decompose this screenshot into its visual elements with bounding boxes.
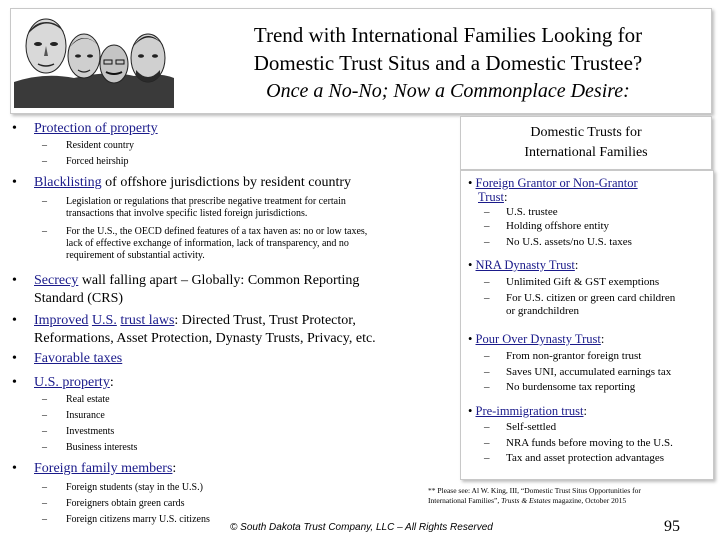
- sub-item: Unlimited Gift & GST exemptions: [506, 276, 660, 288]
- sub-dash: –: [42, 156, 47, 167]
- sub-item-line: lack of effective exchange of information, lack of transparency, and no: [66, 238, 349, 249]
- sub-item: Real estate: [66, 394, 110, 405]
- bullet-marker: •: [12, 121, 17, 136]
- sub-item: Foreigners obtain green cards: [66, 498, 185, 509]
- bullet-marker: •: [12, 175, 17, 190]
- bullet-marker: •: [468, 258, 473, 272]
- bullet-marker: •: [12, 351, 17, 366]
- sub-dash: –: [42, 394, 47, 405]
- sub-dash: –: [42, 426, 47, 437]
- colon: :: [503, 190, 508, 204]
- foreign-grantor-link[interactable]: Foreign Grantor or Non-Grantor: [475, 176, 638, 190]
- sub-item-line: or grandchildren: [506, 305, 579, 317]
- sub-item: Self-settled: [506, 421, 557, 433]
- footnote-text: magazine, October 2015: [550, 496, 627, 505]
- footnote-line-2: [428, 496, 718, 506]
- right-bullet-pour-over: [468, 332, 604, 346]
- bullet-marker: •: [12, 461, 17, 476]
- bullet-improved-trust-laws: [34, 312, 376, 348]
- sub-dash: –: [42, 410, 47, 421]
- sub-dash: –: [42, 514, 47, 525]
- sub-dash: –: [484, 350, 490, 362]
- sub-item: [66, 196, 346, 220]
- blacklisting-text: of offshore jurisdictions by resident country: [101, 175, 352, 190]
- favorable-taxes-link[interactable]: Favorable taxes: [34, 351, 123, 366]
- sub-item: Resident country: [66, 140, 135, 151]
- protection-link[interactable]: Protection of property: [34, 121, 158, 136]
- improved-link[interactable]: Improved: [34, 313, 89, 328]
- title-line-2: Domestic Trust Situs and a Domestic Trustee?: [253, 51, 643, 75]
- nra-dynasty-link[interactable]: NRA Dynasty Trust: [475, 258, 575, 272]
- sub-item-line: For the U.S., the OECD defined features of a tax haven as: no or low taxes,: [66, 226, 368, 237]
- sub-item: NRA funds before moving to the U.S.: [506, 437, 673, 449]
- page-number: 95: [664, 518, 680, 535]
- footnote-magazine: Trusts & Estates: [501, 496, 551, 505]
- secrecy-text: wall falling apart – Globally: Common Reporting: [78, 273, 360, 288]
- colon: :: [574, 258, 579, 272]
- colon: :: [600, 332, 605, 346]
- us-property-colon: :: [109, 375, 114, 390]
- right-panel: [460, 170, 714, 480]
- footnote: [428, 486, 718, 506]
- footnote-text: International Families”,: [428, 496, 502, 505]
- bullet-blacklisting: [34, 174, 351, 192]
- sub-dash: –: [484, 276, 490, 288]
- foreign-grantor-line-1: [468, 176, 638, 190]
- improved-text: : Directed Trust, Trust Protector,: [174, 313, 356, 328]
- sub-item: No burdensome tax reporting: [506, 381, 636, 393]
- bullet-marker: •: [12, 273, 17, 288]
- secrecy-line-2: Standard (CRS): [34, 291, 124, 306]
- sub-dash: –: [42, 140, 47, 151]
- bullet-marker: •: [12, 375, 17, 390]
- foreign-family-colon: :: [172, 461, 177, 476]
- footnote-line-1: ** Please see: Al W. King, III, “Domestic Trust Situs Opportunities for: [428, 486, 641, 495]
- foreign-family-link[interactable]: Foreign family members: [34, 461, 173, 476]
- secrecy-line-1: [34, 272, 359, 290]
- sub-dash: –: [42, 482, 47, 493]
- bullet-protection: [34, 120, 158, 138]
- sub-dash: –: [42, 196, 47, 207]
- right-header-line-1: Domestic Trusts for: [530, 125, 642, 140]
- right-header-line-2: International Families: [524, 145, 648, 160]
- sub-item: [506, 292, 675, 318]
- right-bullet-pre-immigration: [468, 404, 587, 418]
- sub-item: Investments: [66, 426, 115, 437]
- improved-line-1: [34, 312, 376, 330]
- bullet-secrecy: [34, 272, 359, 308]
- sub-dash: –: [42, 498, 47, 509]
- title-line-1: Trend with International Families Looking for: [253, 23, 643, 47]
- sub-item: Insurance: [66, 410, 105, 421]
- sub-item-line: Legislation or regulations that prescribe negative treatment for certain: [66, 196, 346, 207]
- sub-item: Foreign students (stay in the U.S.): [66, 482, 203, 493]
- colon: :: [583, 404, 587, 418]
- right-header: [460, 116, 712, 170]
- sub-item: Forced heirship: [66, 156, 129, 167]
- sub-item-line: requirement of substantial activity.: [66, 250, 205, 261]
- sub-dash: –: [42, 442, 47, 453]
- sub-item: From non-grantor foreign trust: [506, 350, 642, 362]
- trust-link[interactable]: Trust: [478, 190, 504, 204]
- bullet-foreign-family: [34, 460, 176, 478]
- sub-dash: –: [484, 366, 490, 378]
- sub-dash: –: [484, 437, 490, 449]
- blacklisting-link[interactable]: Blacklisting: [34, 175, 102, 190]
- bullet-marker: •: [468, 404, 473, 418]
- bullet-marker: •: [468, 176, 473, 190]
- trust-laws-link[interactable]: trust laws: [120, 313, 175, 328]
- sub-dash: –: [484, 421, 490, 433]
- sub-dash: –: [484, 220, 490, 232]
- right-bullet-nra: [468, 258, 578, 272]
- sub-dash: –: [484, 452, 490, 464]
- sub-item: Saves UNI, accumulated earnings tax: [506, 366, 672, 378]
- sub-item: Foreign citizens marry U.S. citizens: [66, 514, 210, 525]
- sub-item: U.S. trustee: [506, 206, 558, 218]
- sub-item: Business interests: [66, 442, 138, 453]
- sub-item: Holding offshore entity: [506, 220, 610, 232]
- sub-dash: –: [484, 381, 490, 393]
- sub-item-line: For U.S. citizen or green card children: [506, 292, 676, 304]
- pre-immigration-link[interactable]: Pre-immigration trust: [475, 404, 584, 418]
- sub-dash: –: [484, 292, 490, 304]
- sub-item: No U.S. assets/no U.S. taxes: [506, 236, 632, 248]
- sub-dash: –: [42, 226, 47, 237]
- copyright: © South Dakota Trust Company, LLC – All Rights Reserved: [230, 522, 493, 533]
- bullet-marker: •: [12, 313, 17, 328]
- us-property-link[interactable]: U.S. property: [34, 375, 110, 390]
- sub-item-line: transactions that involve specific listed foreign jurisdictions.: [66, 208, 308, 219]
- right-bullet-foreign-grantor: [468, 176, 638, 204]
- subtitle: Once a No-No; Now a Commonplace Desire:: [266, 80, 630, 102]
- us-link[interactable]: U.S.: [91, 313, 117, 328]
- bullet-favorable-taxes: [34, 350, 122, 368]
- improved-line-2: Reformations, Asset Protection, Dynasty Trusts, Privacy, etc.: [34, 331, 376, 346]
- sub-dash: –: [484, 206, 490, 218]
- sub-dash: –: [484, 236, 490, 248]
- pour-over-link[interactable]: Pour Over Dynasty Trust: [475, 332, 601, 346]
- sub-item: Tax and asset protection advantages: [506, 452, 665, 464]
- mount-rushmore-illustration: [14, 12, 174, 108]
- sub-item: [66, 226, 367, 262]
- foreign-grantor-line-2: [468, 190, 638, 204]
- bullet-us-property: [34, 374, 114, 392]
- secrecy-link[interactable]: Secrecy: [34, 273, 79, 288]
- bullet-marker: •: [468, 332, 473, 346]
